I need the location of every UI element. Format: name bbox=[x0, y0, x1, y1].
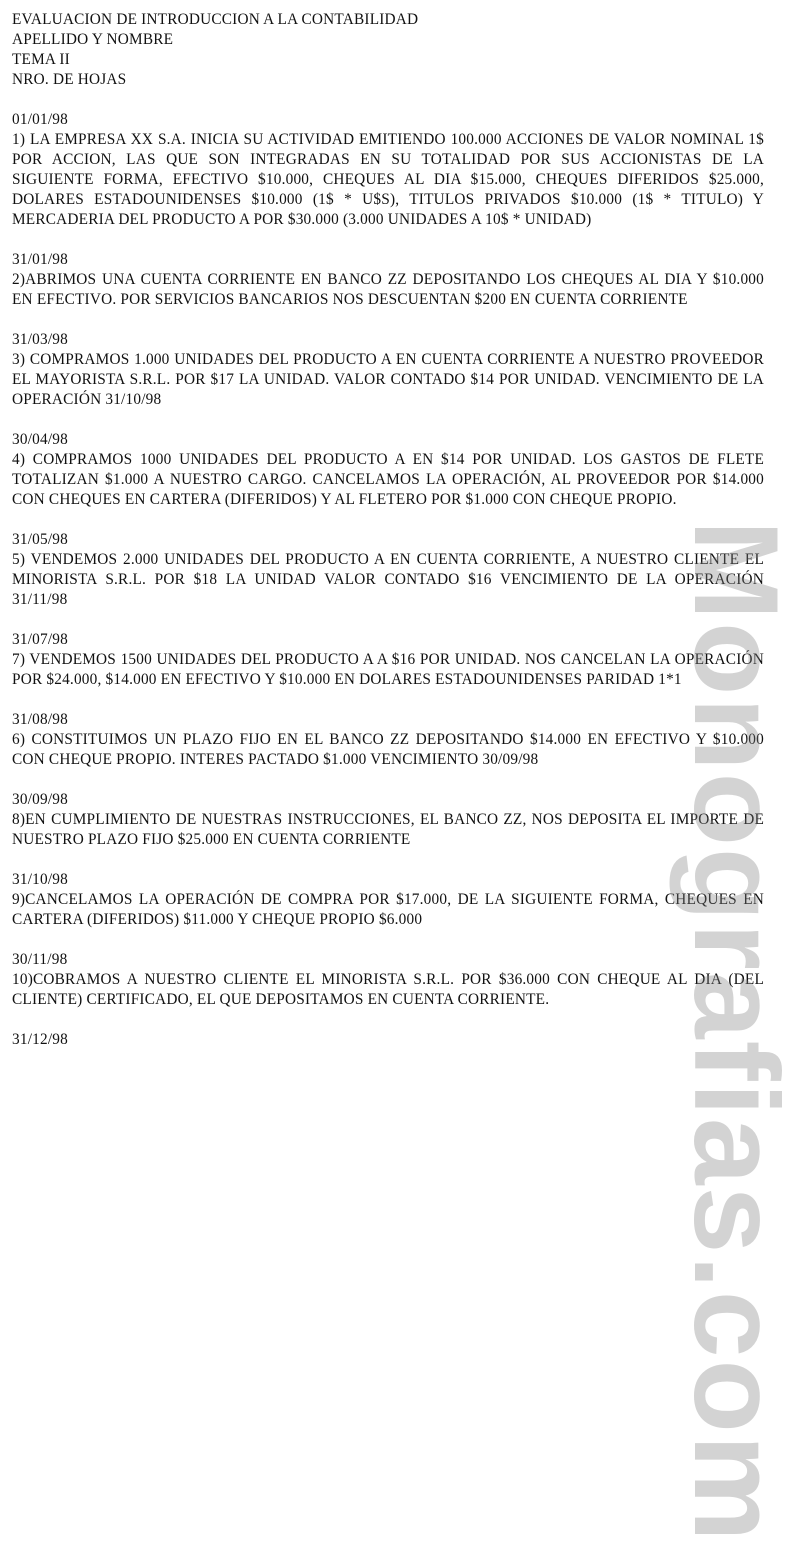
entry-11 bbox=[12, 1030, 764, 1050]
entry-text: 10)COBRAMOS A NUESTRO CLIENTE EL MINORISTA S.R.L. POR $36.000 CON CHEQUE AL DIA (DEL CLIENTE) CERTIFICADO, EL QUE DEPOSITAMOS EN CUENTA CORRIENTE. bbox=[12, 971, 764, 1008]
entry-date: 30/11/98 bbox=[12, 951, 68, 968]
exam-header bbox=[12, 10, 764, 90]
entry-date: 31/08/98 bbox=[12, 711, 68, 728]
entry-date: 31/12/98 bbox=[12, 1031, 68, 1048]
entry-date: 01/01/98 bbox=[12, 111, 68, 128]
entry-7 bbox=[12, 710, 764, 770]
pages-count-label: NRO. DE HOJAS bbox=[12, 71, 127, 88]
document-body bbox=[12, 10, 764, 1070]
entry-date: 31/10/98 bbox=[12, 871, 68, 888]
entry-3 bbox=[12, 330, 764, 410]
watermark-text: Monografias.com bbox=[669, 520, 803, 1543]
entry-date: 30/09/98 bbox=[12, 791, 68, 808]
entry-text: 7) VENDEMOS 1500 UNIDADES DEL PRODUCTO A A $16 POR UNIDAD. NOS CANCELAN LA OPERACIÓN POR $24.000, $14.000 EN EFECTIVO Y $10.000 EN DOLARES ESTADOUNIDENSES PARIDAD 1*1 bbox=[12, 651, 764, 688]
entry-date: 31/07/98 bbox=[12, 631, 68, 648]
entry-text: 9)CANCELAMOS LA OPERACIÓN DE COMPRA POR $17.000, DE LA SIGUIENTE FORMA, CHEQUES EN CARTERA (DIFERIDOS) $11.000 Y CHEQUE PROPIO $6.000 bbox=[12, 891, 764, 928]
entry-1 bbox=[12, 110, 764, 230]
topic-label: TEMA II bbox=[12, 51, 70, 68]
entry-2 bbox=[12, 250, 764, 310]
entry-10 bbox=[12, 950, 764, 1010]
entry-6 bbox=[12, 630, 764, 690]
entry-date: 31/01/98 bbox=[12, 251, 68, 268]
entry-5 bbox=[12, 530, 764, 610]
name-field-label: APELLIDO Y NOMBRE bbox=[12, 31, 174, 48]
entry-text: 1) LA EMPRESA XX S.A. INICIA SU ACTIVIDAD EMITIENDO 100.000 ACCIONES DE VALOR NOMINAL 1$ POR ACCION, LAS QUE SON INTEGRADAS EN SU TOTALIDAD POR SUS ACCIONISTAS DE LA SIGUIENTE FORMA, EFECTIVO $10.000, CHEQUES AL DIA $15.000, CHEQUES DIFERIDOS $25.000, DOLARES ESTADOUNIDENSES $10.000 (1$ * U$S), TITULOS PRIVADOS $10.000 (1$ * TITULO) Y MERCADERIA DEL PRODUCTO A POR $30.000 (3.000 UNIDADES A 10$ * UNIDAD) bbox=[12, 131, 764, 228]
entry-8 bbox=[12, 790, 764, 850]
entry-9 bbox=[12, 870, 764, 930]
entry-date: 31/05/98 bbox=[12, 531, 68, 548]
entry-text: 6) CONSTITUIMOS UN PLAZO FIJO EN EL BANCO ZZ DEPOSITANDO $14.000 EN EFECTIVO Y $10.000 CON CHEQUE PROPIO. INTERES PACTADO $1.000 VENCIMIENTO 30/09/98 bbox=[12, 731, 764, 768]
entry-text: 5) VENDEMOS 2.000 UNIDADES DEL PRODUCTO A EN CUENTA CORRIENTE, A NUESTRO CLIENTE EL MINORISTA S.R.L. POR $18 LA UNIDAD VALOR CONTADO $16 VENCIMIENTO DE LA OPERACIÓN 31/11/98 bbox=[12, 551, 764, 608]
entry-text: 8)EN CUMPLIMIENTO DE NUESTRAS INSTRUCCIONES, EL BANCO ZZ, NOS DEPOSITA EL IMPORTE DE NUESTRO PLAZO FIJO $25.000 EN CUENTA CORRIENTE bbox=[12, 811, 764, 848]
entry-text: 2)ABRIMOS UNA CUENTA CORRIENTE EN BANCO ZZ DEPOSITANDO LOS CHEQUES AL DIA Y $10.000 EN EFECTIVO. POR SERVICIOS BANCARIOS NOS DESCUENTAN $200 EN CUENTA CORRIENTE bbox=[12, 271, 764, 308]
entry-date: 30/04/98 bbox=[12, 431, 68, 448]
entry-date: 31/03/98 bbox=[12, 331, 68, 348]
entry-text: 4) COMPRAMOS 1000 UNIDADES DEL PRODUCTO A EN $14 POR UNIDAD. LOS GASTOS DE FLETE TOTALIZAN $1.000 A NUESTRO CARGO. CANCELAMOS LA OPERACIÓN, AL PROVEEDOR POR $14.000 CON CHEQUES EN CARTERA (DIFERIDOS) Y AL FLETERO POR $1.000 CON CHEQUE PROPIO. bbox=[12, 451, 764, 508]
entry-4 bbox=[12, 430, 764, 510]
exam-title: EVALUACION DE INTRODUCCION A LA CONTABILIDAD bbox=[12, 11, 419, 28]
entry-text: 3) COMPRAMOS 1.000 UNIDADES DEL PRODUCTO A EN CUENTA CORRIENTE A NUESTRO PROVEEDOR EL MAYORISTA S.R.L. POR $17 LA UNIDAD. VALOR CONTADO $14 POR UNIDAD. VENCIMIENTO DE LA OPERACIÓN 31/10/98 bbox=[12, 351, 764, 408]
